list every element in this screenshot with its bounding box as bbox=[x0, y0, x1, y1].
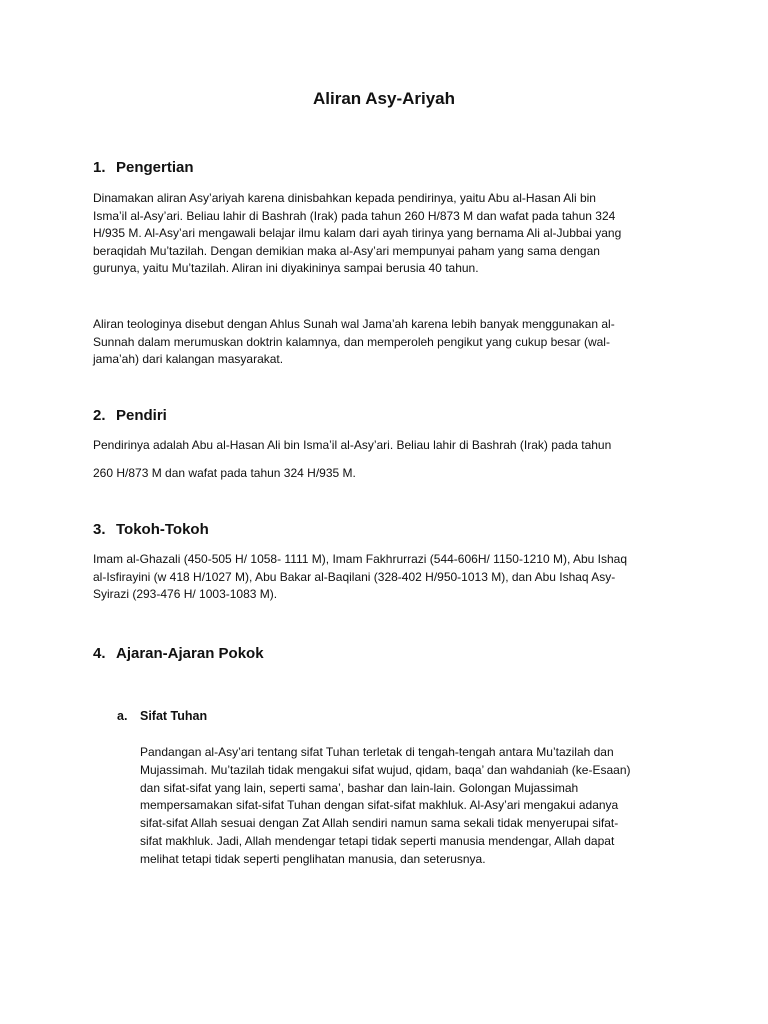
text-line: melihat tetapi tidak seperti penglihatan manusia, dan seterusnya. bbox=[140, 851, 486, 866]
text-line: mempersamakan sifat-sifat Tuhan dengan sifat-sifat makhluk. Al-Asy’ari mengakui adanya bbox=[140, 798, 619, 813]
paragraph-tokoh bbox=[93, 551, 683, 604]
subsection-number: a. bbox=[117, 709, 128, 723]
text-line: sifat makhluk. Jadi, Allah mendengar tetapi tidak seperti manusia mendengar, Allah dapat bbox=[140, 833, 615, 848]
paragraph-pendiri-1 bbox=[93, 437, 683, 455]
section-number: 3. bbox=[93, 521, 106, 538]
text-line: Isma’il al-Asy’ari. Beliau lahir di Bashrah (Irak) pada tahun 260 H/873 M dan wafat pada tahun 324 bbox=[93, 208, 616, 223]
text-line: al-Isfirayini (w 418 H/1027 M), Abu Bakar al-Baqilani (328-402 H/950-1013 M), dan Abu Ishaq Asy- bbox=[93, 569, 616, 584]
text-line: Imam al-Ghazali (450-505 H/ 1058- 1111 M), Imam Fakhrurrazi (544-606H/ 1150-1210 M), Abu Ishaq bbox=[93, 552, 628, 566]
section-number: 1. bbox=[93, 159, 106, 176]
paragraph-pengertian-1 bbox=[93, 190, 683, 278]
text-line: Dinamakan aliran Asy’ariyah karena dinisbahkan kepada pendirinya, yaitu Abu al-Hasan Ali bin bbox=[93, 191, 596, 205]
text-line: Syirazi (293-476 H/ 1003-1083 M). bbox=[93, 587, 278, 601]
section-number: 4. bbox=[93, 645, 106, 662]
subsection-heading-sifat-tuhan bbox=[117, 707, 207, 725]
text-line: sifat-sifat Allah sesuai dengan Zat Allah sendiri namun sama sekali tidak menyerupai sifat- bbox=[140, 816, 619, 831]
document-title: Aliran Asy-Ariyah bbox=[312, 89, 456, 108]
section-title: Ajaran-Ajaran Pokok bbox=[116, 645, 264, 662]
paragraph-pendiri-2 bbox=[93, 465, 683, 483]
text-line: jama’ah) dari kalangan masyarakat. bbox=[93, 352, 284, 366]
section-heading-ajaran bbox=[93, 644, 264, 664]
section-number: 2. bbox=[93, 407, 106, 424]
text-line: Mujassimah. Mu’tazilah tidak mengakui sifat wujud, qidam, baqa’ dan wahdaniah (ke-Esaan) bbox=[140, 762, 631, 777]
text-line: Pandangan al-Asy’ari tentang sifat Tuhan terletak di tengah-tengah antara Mu’tazilah dan bbox=[140, 745, 614, 759]
text-line: dan sifat-sifat yang lain, seperti sama’, bashar dan lain-lain. Golongan Mujassimah bbox=[140, 780, 579, 795]
text-line: Sunnah dalam merumuskan doktrin kalamnya, dan memperoleh pengikut yang cukup besar (wal- bbox=[93, 334, 610, 349]
section-heading-tokoh bbox=[93, 520, 209, 540]
text-line: gurunya, yaitu Mu’tazilah. Aliran ini diyakininya sampai berusia 40 tahun. bbox=[93, 261, 479, 275]
text-line: H/935 M. Al-Asy’ari mengawali belajar ilmu kalam dari ayah tirinya yang bernama Ali al-Jubbai yang bbox=[93, 226, 622, 240]
paragraph-pengertian-2 bbox=[93, 316, 683, 369]
section-heading-pengertian bbox=[93, 158, 194, 178]
text-line: Pendirinya adalah Abu al-Hasan Ali bin Isma’il al-Asy’ari. Beliau lahir di Bashrah (Irak) pada tahun bbox=[93, 438, 612, 452]
section-title: Tokoh-Tokoh bbox=[116, 521, 209, 538]
section-heading-pendiri bbox=[93, 406, 167, 426]
text-line: beraqidah Mu’tazilah. Dengan demikian maka al-Asy’ari mempunyai paham yang sama dengan bbox=[93, 243, 600, 258]
section-title: Pengertian bbox=[116, 159, 194, 176]
text-line: 260 H/873 M dan wafat pada tahun 324 H/935 M. bbox=[93, 466, 356, 480]
subsection-title: Sifat Tuhan bbox=[140, 709, 208, 723]
text-line: Aliran teologinya disebut dengan Ahlus Sunah wal Jama’ah karena lebih banyak menggunakan al- bbox=[93, 317, 615, 331]
section-title: Pendiri bbox=[116, 407, 167, 424]
paragraph-sifat-tuhan bbox=[140, 744, 700, 869]
